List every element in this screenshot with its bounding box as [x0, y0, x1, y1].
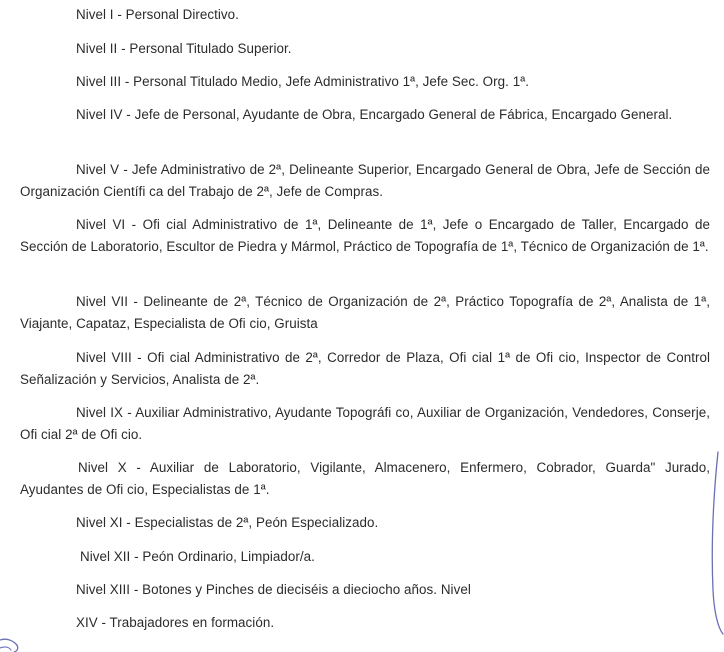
paragraph-nivel-5: Nivel V - Jefe Administrativo de 2ª, Delineante Superior, Encargado General de Obra, Jefe de Sección de Organización Científi ca del Trabajo de 2ª, Jefe de Compras. — [20, 162, 710, 199]
paragraph-nivel-14: XIV - Trabajadores en formación. — [76, 615, 275, 630]
paragraph-nivel-1: Nivel I - Personal Directivo. — [76, 7, 239, 22]
bottom-left-signature-stroke-2 — [0, 647, 11, 650]
paragraph-nivel-3: Nivel III - Personal Titulado Medio, Jefe Administrativo 1ª, Jefe Sec. Org. 1ª. — [76, 74, 529, 89]
paragraph-nivel-2: Nivel II - Personal Titulado Superior. — [76, 41, 292, 56]
paragraph-nivel-10: Nivel X - Auxiliar de Laboratorio, Vigilante, Almacenero, Enfermero, Cobrador, Guarda" Jurado, Ayudantes de Ofi cio, Especialistas de 1ª. — [20, 460, 710, 497]
paragraph-nivel-9: Nivel IX - Auxiliar Administrativo, Ayudante Topográfi co, Auxiliar de Organización, Vendedores, Conserje, Ofi cial 2ª de Ofi cio. — [20, 405, 710, 442]
paragraph-nivel-12: Nivel XII - Peón Ordinario, Limpiador/a. — [80, 549, 315, 564]
paragraph-nivel-13: Nivel XIII - Botones y Pinches de dieciséis a dieciocho años. Nivel — [76, 582, 471, 597]
paragraph-nivel-6: Nivel VI - Ofi cial Administrativo de 1ª, Delineante de 1ª, Jefe o Encargado de Taller, Encargado de Sección de Laboratorio, Escultor de Piedra y Mármol, Práctico de Topografía de 1ª, Técnico de Organización de 1ª. — [20, 217, 710, 254]
right-margin-pen-stroke — [712, 452, 723, 634]
paragraph-nivel-7: Nivel VII - Delineante de 2ª, Técnico de Organización de 2ª, Práctico Topografía de 2ª, Analista de 1ª, Viajante, Capataz, Especialista de Ofi cio, Gruista — [20, 294, 710, 331]
bottom-left-signature-stroke — [0, 639, 18, 652]
paragraph-nivel-4: Nivel IV - Jefe de Personal, Ayudante de Obra, Encargado General de Fábrica, Encargado General. — [76, 107, 673, 122]
paragraph-nivel-11: Nivel XI - Especialistas de 2ª, Peón Especializado. — [76, 515, 379, 530]
paragraph-nivel-8: Nivel VIII - Ofi cial Administrativo de 2ª, Corredor de Plaza, Ofi cial 1ª de Ofi cio, Inspector de Control Señalización y Servicios, Analista de 2ª. — [20, 350, 710, 387]
